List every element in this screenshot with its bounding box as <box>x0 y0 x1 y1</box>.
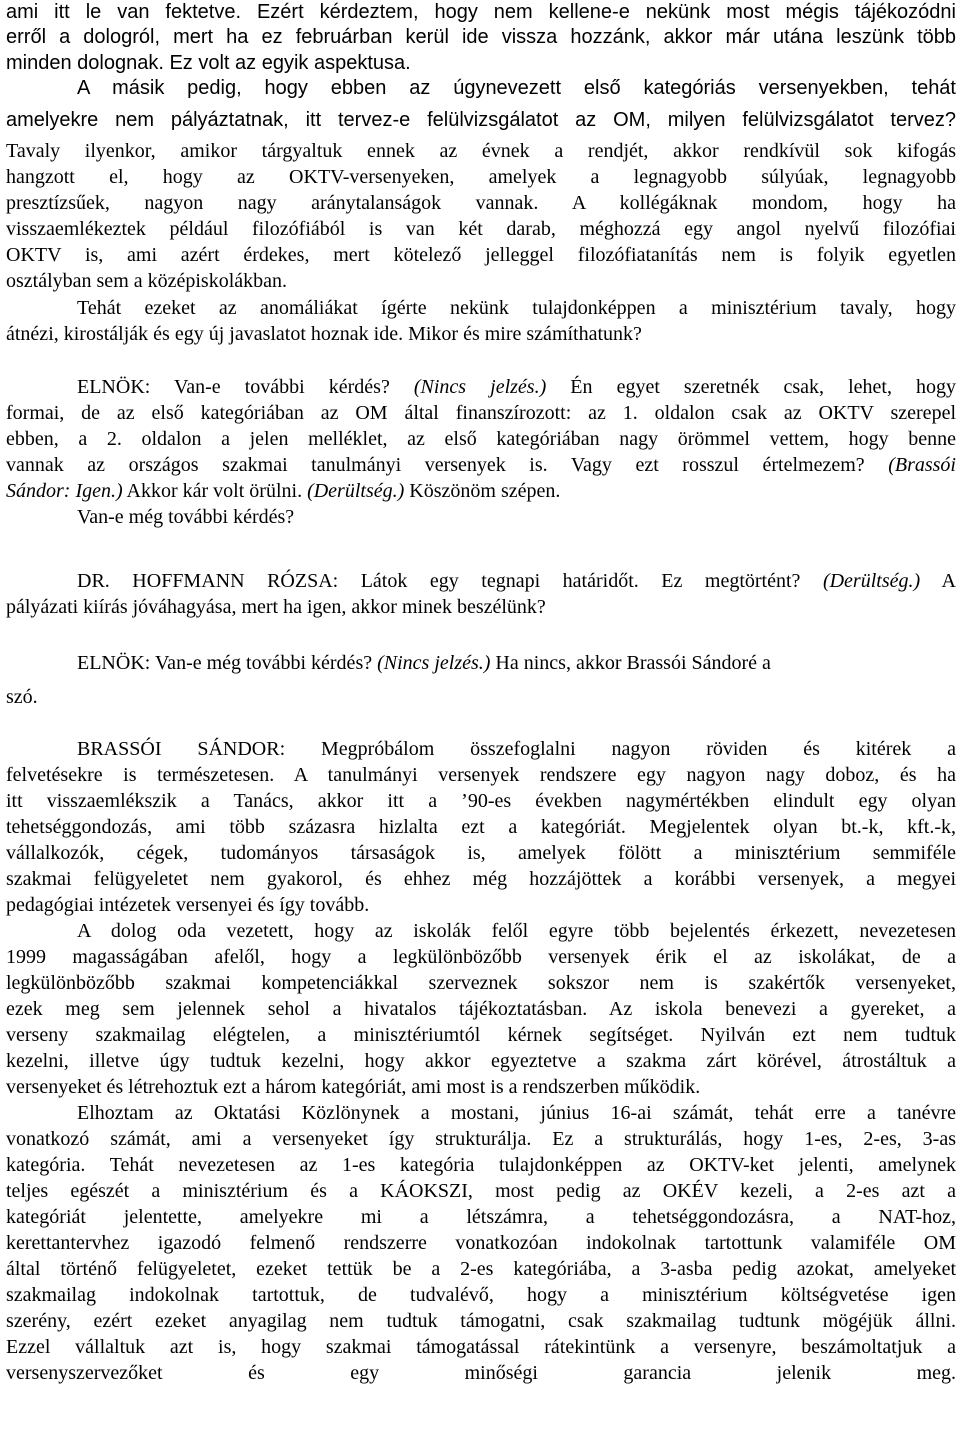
text-line <box>6 970 956 996</box>
text-line <box>77 918 956 944</box>
text-run: pályázati kiírás jóváhagyása, mert ha igen, akkor minek beszélünk? <box>6 596 546 618</box>
text-run: ezek meg sem jelennek sehol a hivatalos tájékoztatásban. Az iskola benevezi a gyereket, a <box>6 998 956 1020</box>
text-line <box>6 400 956 426</box>
text-line <box>6 1048 956 1074</box>
text-line <box>6 866 956 892</box>
text-line <box>77 295 956 321</box>
text-line <box>6 1204 956 1230</box>
text-run: amelyekre nem pályáztatnak, itt tervez-e felülvizsgálatot az OM, milyen felülvizsgálatot tervez? <box>6 109 956 131</box>
text-line <box>77 75 956 101</box>
text-run: vannak az országos szakmai tanulmányi versenyek is. Vagy ezt rosszul értelmezem? <box>6 454 889 476</box>
text-run: vállalkozók, cégek, tudományos társaságok is, amelyek fölött a minisztérium semmiféle <box>6 842 956 864</box>
text-run: minden dolognak. Ez volt az egyik aspektusa. <box>6 52 411 74</box>
text-run: teljes egészét a minisztérium és a KÁOKSZI, most pedig az OKÉV kezeli, a 2-es azt a <box>6 1180 956 1202</box>
text-run: visszaemlékeztek például filozófiából is van két darab, méghozzá egy angol nyelvű filozófiai <box>6 218 956 240</box>
text-line <box>6 216 956 242</box>
text-line <box>6 1074 956 1100</box>
text-line <box>6 190 956 216</box>
text-line <box>77 736 956 762</box>
text-run: versenyszervezőket és egy minőségi garancia jelenik meg. <box>6 1362 956 1384</box>
text-run: A dolog oda vezetett, hogy az iskolák felől egyre több bejelentés érkezett, nevezetesen <box>77 920 956 942</box>
italic-remark: (Brassói <box>888 454 956 476</box>
text-line <box>6 452 956 478</box>
text-line <box>6 242 956 268</box>
text-run: A másik pedig, hogy ebben az úgynevezett első kategóriás versenyekben, tehát <box>77 77 956 99</box>
text-run: Tehát ezeket az anomáliákat ígérte nekünk tulajdonképpen a minisztérium tavaly, hogy <box>77 297 956 319</box>
text-line <box>6 1126 956 1152</box>
text-run: Én egyet szeretnék csak, lehet, hogy <box>546 376 956 398</box>
text-run: ami itt le van fektetve. Ezért kérdeztem, hogy nem kellene-e nekünk most mégis tájékozódni <box>6 1 956 23</box>
text-run: átnézi, kirostálják és egy új javaslatot hoznak ide. Mikor és mire számíthatunk? <box>6 323 642 345</box>
text-line <box>6 268 956 294</box>
text-line <box>6 1022 956 1048</box>
text-run: szakmailag indokolnak tartottuk, de tudvalévő, hogy a minisztérium költségvetése igen <box>6 1284 956 1306</box>
text-run: ELNÖK: Van-e még további kérdés? <box>77 652 378 674</box>
text-line <box>77 374 956 400</box>
text-line <box>6 164 956 190</box>
text-line <box>77 568 956 594</box>
italic-remark: (Derültség.) <box>307 480 405 502</box>
text-run: versenyeket és létrehoztuk ezt a három kategóriát, ami most is a rendszerben működik. <box>6 1076 701 1098</box>
text-run: pedagógiai intézetek versenyei és így tovább. <box>6 894 370 916</box>
text-run: verseny szakmailag elégtelen, a minisztériumtól kérnek segítséget. Nyilván ezt nem tudtuk <box>6 1024 956 1046</box>
text-run: kategóriát jelentette, amelyekre mi a létszámra, a tehetséggondozásra, a NAT-hoz, <box>6 1206 956 1228</box>
text-line <box>6 1360 956 1386</box>
text-run: kategória. Tehát nevezetesen az 1-es kategória tulajdonképpen az OKTV-ket jelenti, amelynek <box>6 1154 956 1176</box>
text-run: formai, de az első kategóriában az OM által finanszírozott: az 1. oldalon csak az OKTV szerepel <box>6 402 956 424</box>
text-run: 1999 magasságában afelől, hogy a legkülönbözőbb versenyek érik el az iskolákat, de a <box>6 946 956 968</box>
text-line <box>6 892 956 918</box>
text-run: Ezzel vállaltuk azt is, hogy szakmai támogatással rátekintünk a versenyre, beszámoltatjuk a <box>6 1336 956 1358</box>
text-run: ebben, a 2. oldalon a jelen melléklet, az első kategóriában nagy örömmel vettem, hogy benne <box>6 428 956 450</box>
text-run: presztízsűek, nagyon nagy aránytalanságok vannak. A kollégáknak mondom, hogy ha <box>6 192 956 214</box>
text-line <box>6 50 956 76</box>
text-line <box>77 1100 956 1126</box>
italic-remark: (Derültség.) <box>822 570 921 592</box>
text-run: Elhoztam az Oktatási Közlönynek a mostani, június 16-ai számát, tehát erre a tanévre <box>77 1102 956 1124</box>
text-run: Ha nincs, akkor Brassói Sándoré a <box>490 652 771 674</box>
text-line <box>6 840 956 866</box>
text-line <box>6 996 956 1022</box>
text-run: ELNÖK: Van-e további kérdés? <box>77 376 414 398</box>
text-run: kerettantervhez igazodó felmenő rendszerre vonatkozóan indokolnak tartottunk valamiféle OM <box>6 1232 956 1254</box>
text-run: Akkor kár volt örülni. <box>122 480 308 502</box>
text-run: kezelni, illetve úgy tudtuk kezelni, hogy akkor egyeztetve a szakma zárt körével, átrostáltuk a <box>6 1050 956 1072</box>
text-run: erről a dologról, mert ha ez februárban kerül ide vissza hozzánk, akkor már utána leszünk több <box>6 26 956 48</box>
text-line <box>6 944 956 970</box>
text-line <box>6 788 956 814</box>
text-line <box>6 478 956 504</box>
text-line <box>6 1308 956 1334</box>
text-run: osztályban sem a középiskolákban. <box>6 270 288 292</box>
text-run: felvetésekre is természetesen. A tanulmányi versenyek rendszere egy nagyon nagy doboz, és ha <box>6 764 956 786</box>
text-line <box>6 1178 956 1204</box>
text-run: itt visszaemlékszik a Tanács, akkor itt a ’90-es években nagymértékben elindult egy olyan <box>6 790 956 812</box>
text-line <box>6 1152 956 1178</box>
text-line <box>6 1256 956 1282</box>
text-line <box>6 107 956 133</box>
text-line <box>6 24 956 50</box>
text-run: BRASSÓI SÁNDOR: Megpróbálom összefoglalni nagyon röviden és kitérek a <box>77 738 956 760</box>
text-line <box>6 138 956 164</box>
text-run: által történő felügyeletet, ezeket tettük be a 2-es kategóriába, a 3-asba pedig azokat, amelyeket <box>6 1258 956 1280</box>
text-line <box>6 814 956 840</box>
text-line <box>6 1282 956 1308</box>
text-line <box>6 684 956 710</box>
text-line <box>6 1334 956 1360</box>
text-run: Köszönöm szépen. <box>404 480 561 502</box>
text-line <box>6 1386 956 1412</box>
text-line <box>6 1230 956 1256</box>
text-run: szakmai felügyeletet nem gyakorol, és ehhez még hozzájöttek a korábbi versenyek, a megyei <box>6 868 956 890</box>
text-run: szerény, ezért ezeket anyagilag nem tudtuk támogatni, csak szakmailag tudtunk mögéjük állni. <box>6 1310 956 1332</box>
text-line <box>6 594 956 620</box>
text-line <box>77 650 956 676</box>
text-run: szó. <box>6 686 38 708</box>
text-run: Van-e még további kérdés? <box>77 506 295 528</box>
italic-remark: (Nincs jelzés.) <box>413 376 547 398</box>
text-run: legkülönbözőbb szakmai kompetenciákkal szerveznek sokszor nem is szakértők versenyeket, <box>6 972 956 994</box>
text-line <box>6 0 956 25</box>
text-line <box>6 321 956 347</box>
text-run: tehetséggondozás, ami több százasra hizlalta ezt a kategóriát. Megjelentek olyan bt.-k, kft.-k, <box>6 816 956 838</box>
italic-remark: (Nincs jelzés.) <box>377 652 491 674</box>
text-run: hangzott el, hogy az OKTV-versenyeken, amelyek a legnagyobb súlyúak, legnagyobb <box>6 166 956 188</box>
text-run: OKTV is, ami azért érdekes, mert kötelező jelleggel filozófiatanítás nem is folyik egyetlen <box>6 244 956 266</box>
text-run: DR. HOFFMANN RÓZSA: Látok egy tegnapi határidőt. Ez megtörtént? <box>77 570 823 592</box>
text-line <box>6 426 956 452</box>
text-line <box>77 504 956 530</box>
italic-remark: Sándor: Igen.) <box>6 480 123 502</box>
text-run: Tavaly ilyenkor, amikor tárgyaltuk ennek az évnek a rendjét, akkor rendkívül sok kifogás <box>6 140 956 162</box>
text-run: vonatkozó számát, ami a versenyeket így strukturálja. Ez a strukturálás, hogy 1-es, 2-es, 3-as <box>6 1128 956 1150</box>
text-line <box>6 762 956 788</box>
text-run: A <box>920 570 957 592</box>
